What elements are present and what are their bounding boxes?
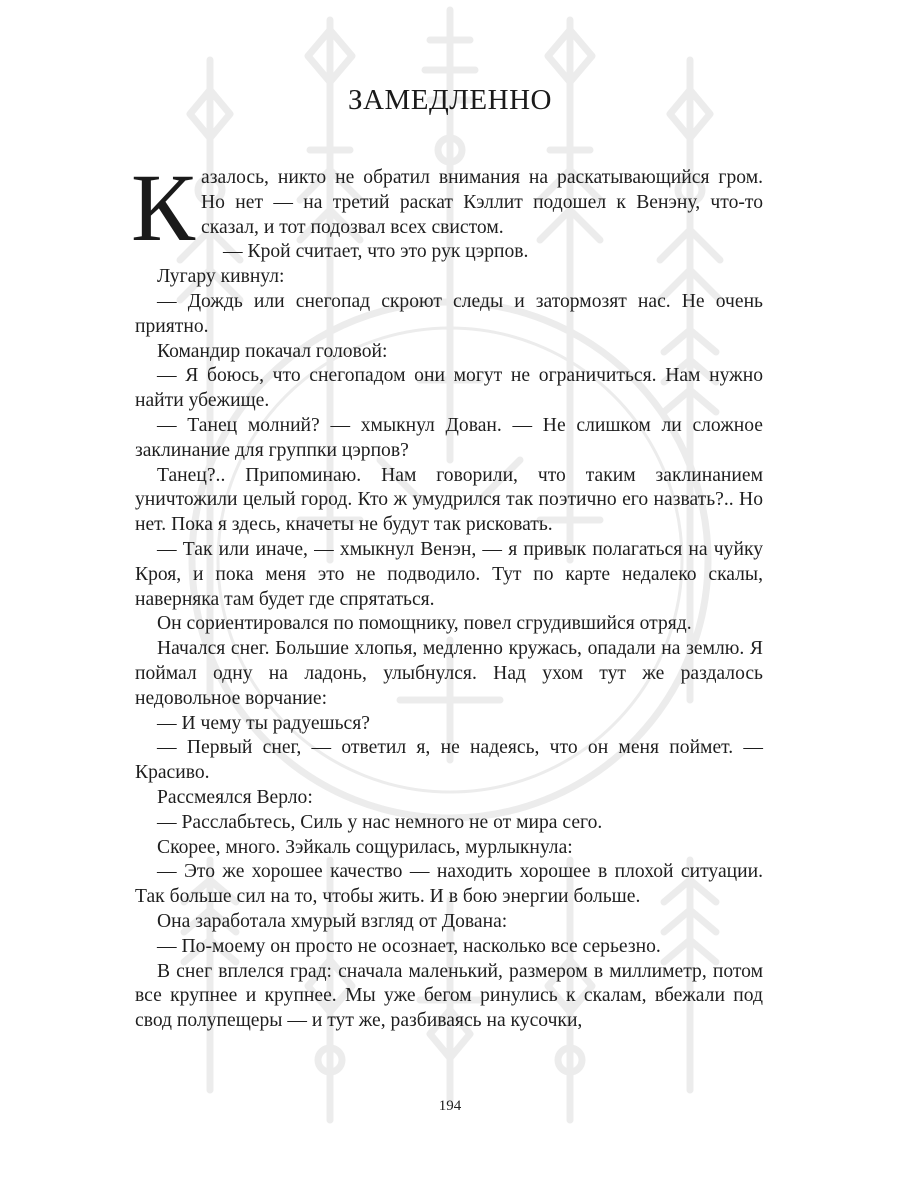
paragraph: — Крой считает, что это рук цэрпов. (223, 241, 529, 263)
drop-cap: К (131, 154, 196, 261)
paragraph: В снег вплелся град: сначала маленький, размером в миллиметр, потом все крупнее и крупнее. Мы уже бегом ринулись к скалам, вбежали под свод полупещеры — и тут же, разбиваясь на кусочки, (135, 960, 763, 1032)
paragraph: Он сориентировался по помощнику, повел сгрудившийся отряд. (157, 613, 692, 635)
paragraph: Скорее, много. Зэйкаль сощурилась, мурлыкнула: (157, 836, 573, 858)
paragraph: Рассмеялся Верло: (157, 786, 313, 808)
paragraph: — По-моему он просто не осознает, насколько все серьезно. (157, 935, 661, 957)
paragraph: Начался снег. Большие хлопья, медленно кружась, опадали на землю. Я поймал одну на ладонь, улыбнулся. Над ухом тут же раздалось недовольное ворчание: (135, 638, 763, 709)
paragraph: — Первый снег, — ответил я, не надеясь, что он меня поймет. — Красиво. (135, 737, 763, 784)
paragraph: Командир покачал головой: (157, 340, 388, 362)
page-number: 194 (438, 1098, 462, 1114)
paragraph: — Дождь или снегопад скроют следы и затормозят нас. Не очень приятно. (135, 290, 763, 337)
body-text (131, 154, 763, 1034)
paragraph: — Я боюсь, что снегопадом они могут не ограничиться. Нам нужно найти убежище. (135, 365, 763, 412)
paragraph: Она заработала хмурый взгляд от Дована: (157, 910, 508, 932)
paragraph: Лугару кивнул: (157, 266, 285, 288)
paragraph: Танец?.. Припоминаю. Нам говорили, что таким заклинанием уничтожили целый город. Кто ж умудрился так поэтично его назвать?.. Но нет. Пока я здесь, кначеты не будут так рисковать. (135, 464, 763, 536)
paragraph: — Танец молний? — хмыкнул Дован. — Не слишком ли сложное заклинание для группки цэрпов? (135, 414, 763, 461)
paragraph: — И чему ты радуешься? (157, 712, 370, 734)
chapter-title: ЗАМЕДЛЕННО (348, 84, 552, 116)
paragraph: — Так или иначе, — хмыкнул Венэн, — я привык полагаться на чуйку Кроя, и пока меня это не подводило. Тут по карте недалеко скалы, наверняка там будет где спрятаться. (135, 538, 763, 610)
first-paragraph-text: азалось, никто не обратил внимания на раскатывающийся гром. Но нет — на третий раскат Кэллит подошел к Венэну, что-то сказал, и тот подозвал всех свистом. (201, 167, 763, 238)
paragraph: — Расслабьтесь, Силь у нас немного не от мира сего. (157, 811, 603, 833)
paragraph: — Это же хорошее качество — находить хорошее в плохой ситуации. Так больше сил на то, чтобы жить. И в бою энергии больше. (135, 861, 763, 908)
